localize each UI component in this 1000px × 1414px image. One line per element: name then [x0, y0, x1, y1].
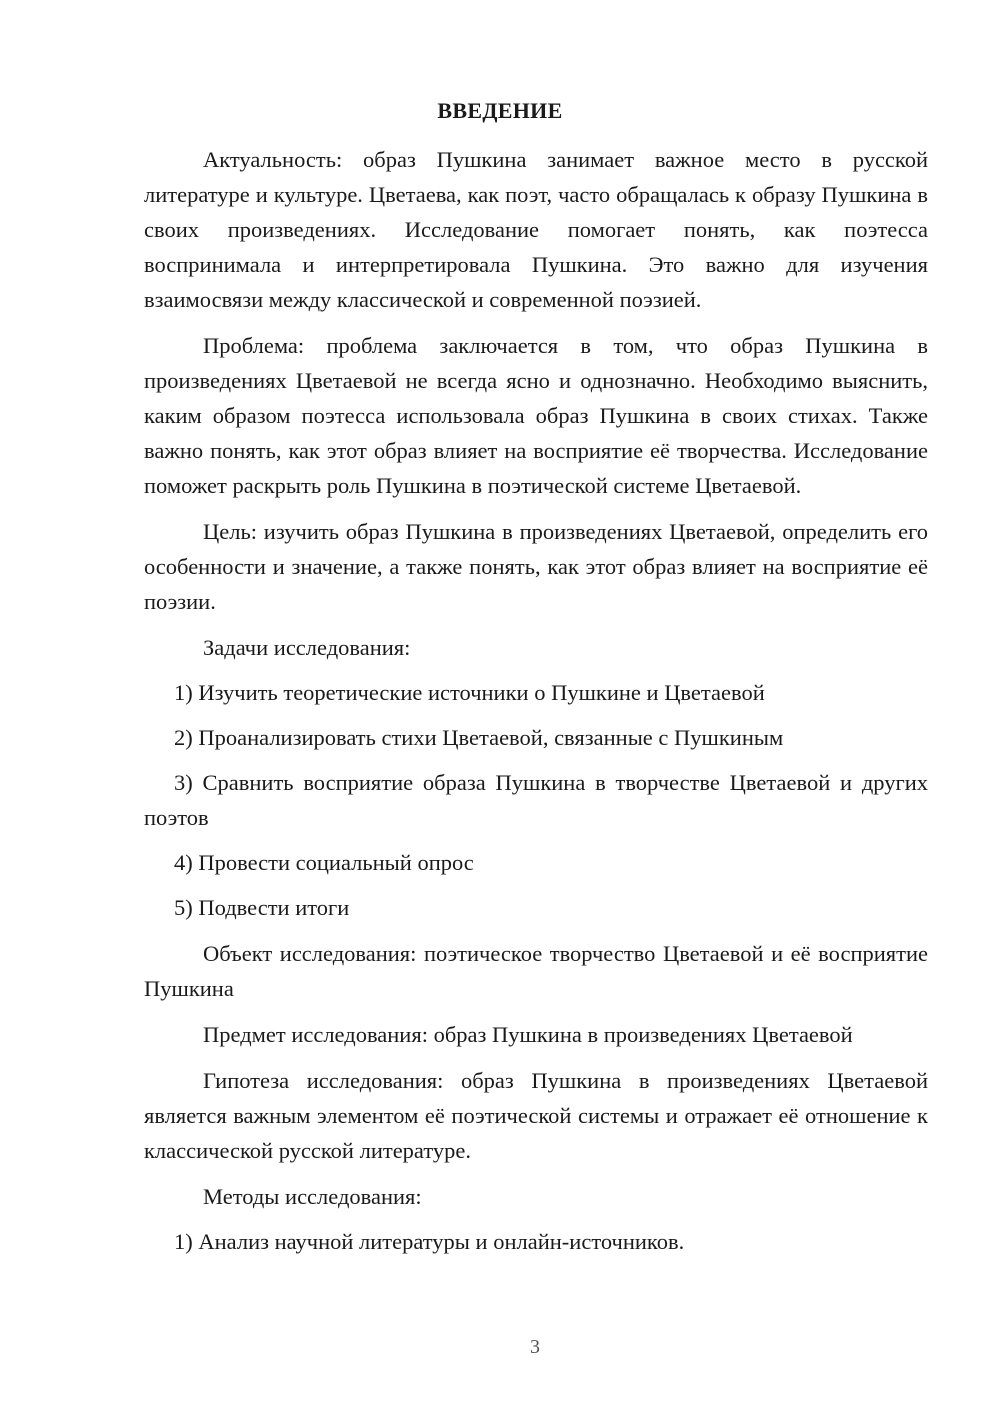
page-number: 3 [530, 1336, 540, 1358]
paragraph-object: Объект исследования: поэтическое творчество Цветаевой и её восприятие Пушкина [144, 941, 928, 1001]
paragraph-hypothesis: Гипотеза исследования: образ Пушкина в произведениях Цветаевой является важным элементом её поэтической системы и отражает её отношение к классической русской литературе. [144, 1068, 928, 1163]
task-item-5: 5) Подвести итоги [174, 895, 350, 920]
paragraph-relevance: Актуальность: образ Пушкина занимает важное место в русской литературе и культуре. Цветаева, как поэт, часто обращалась к образу Пушкина в своих произведениях. Исследование помогает понять, как поэтесса воспринимала и интерпретировала Пушкина. Это важно для изучения взаимосвязи между классической и современной поэзией. [144, 147, 928, 312]
section-title: ВВЕДЕНИЕ [437, 98, 563, 123]
task-item-3: 3) Сравнить восприятие образа Пушкина в творчестве Цветаевой и других поэтов [144, 770, 928, 830]
method-item-1: 1) Анализ научной литературы и онлайн-источников. [174, 1229, 685, 1254]
paragraph-problem: Проблема: проблема заключается в том, что образ Пушкина в произведениях Цветаевой не всегда ясно и однозначно. Необходимо выяснить, каким образом поэтесса использовала образ Пушкина в своих стихах. Также важно понять, как этот образ влияет на восприятие её творчества. Исследование поможет раскрыть роль Пушкина в поэтической системе Цветаевой. [144, 333, 928, 498]
task-item-4: 4) Провести социальный опрос [174, 850, 474, 875]
paragraph-goal: Цель: изучить образ Пушкина в произведениях Цветаевой, определить его особенности и значение, а также понять, как этот образ влияет на восприятие её поэзии. [144, 519, 928, 614]
task-item-1: 1) Изучить теоретические источники о Пушкине и Цветаевой [174, 680, 765, 705]
methods-heading: Методы исследования: [203, 1184, 422, 1209]
tasks-heading: Задачи исследования: [203, 635, 411, 660]
paragraph-subject: Предмет исследования: образ Пушкина в произведениях Цветаевой [203, 1022, 853, 1047]
document-body [144, 142, 928, 1259]
task-item-2: 2) Проанализировать стихи Цветаевой, связанные с Пушкиным [174, 725, 784, 750]
